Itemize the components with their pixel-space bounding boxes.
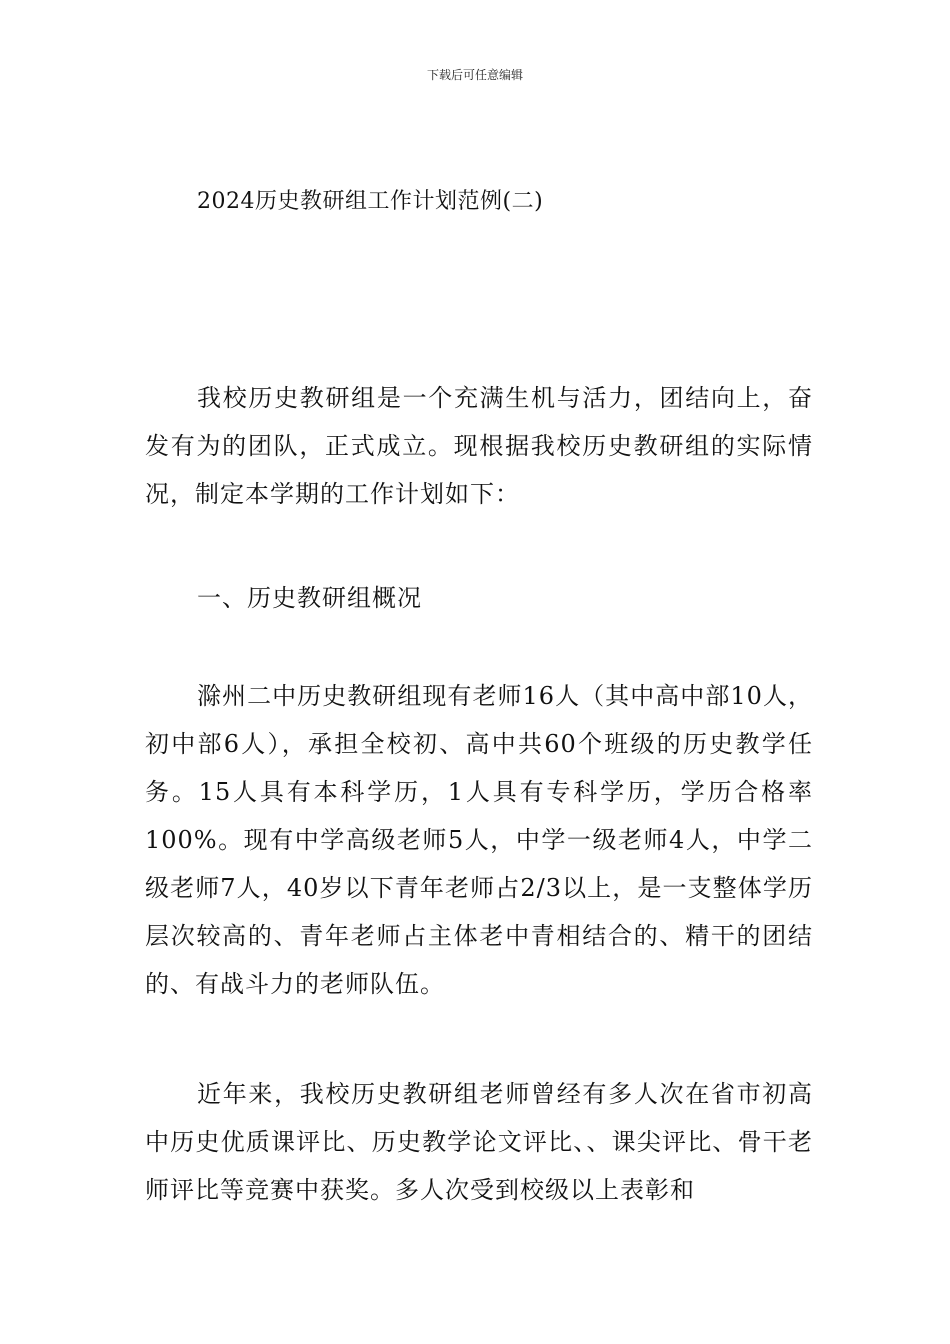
section-heading-overview: 一、历史教研组概况 bbox=[197, 584, 422, 612]
document-title: 2024历史教研组工作计划范例(二) bbox=[197, 189, 544, 214]
paragraph-intro: 我校历史教研组是一个充满生机与活力，团结向上，奋发有为的团队，正式成立。现根据我校历史教研组的实际情况，制定本学期的工作计划如下： bbox=[145, 384, 813, 508]
paragraph-overview: 滁州二中历史教研组现有老师16人（其中高中部10人，初中部6人），承担全校初、高中共60个班级的历史教学任务。15人具有本科学历，1人具有专科学历，学历合格率100%。现有中学高级老师5人，中学一级老师4人，中学二级老师7人，40岁以下青年老师占2/3以上，是一支整体学历层次较高的、青年老师占主体老中青相结合的、精干的团结的、有战斗力的老师队伍。 bbox=[145, 682, 813, 998]
paragraph-achievements: 近年来，我校历史教研组老师曾经有多人次在省市初高中历史优质课评比、历史教学论文评比、、课尖评比、骨干老师评比等竞赛中获奖。多人次受到校级以上表彰和 bbox=[145, 1080, 813, 1204]
page-header-note: 下载后可任意编辑 bbox=[426, 68, 523, 82]
